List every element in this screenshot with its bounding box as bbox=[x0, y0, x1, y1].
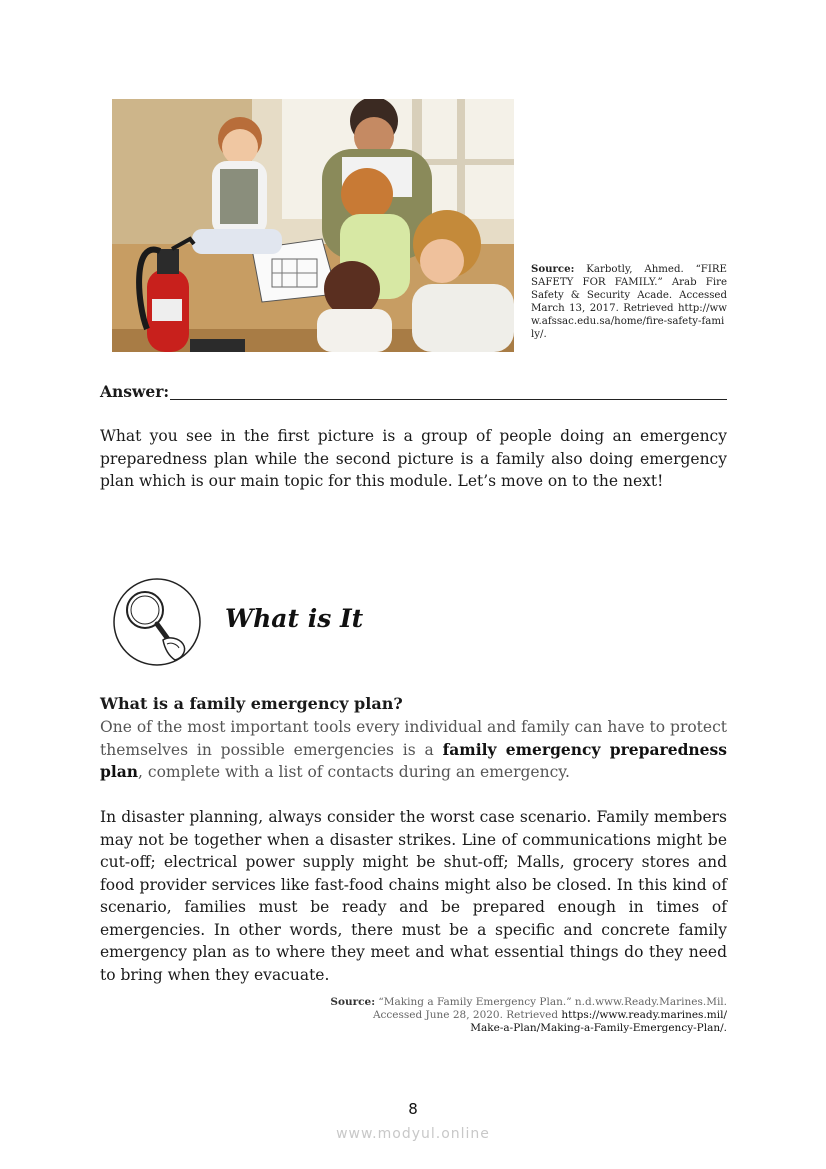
photo-source-citation bbox=[531, 263, 727, 341]
article-source-citation bbox=[300, 996, 727, 1035]
family-fire-safety-photo bbox=[112, 99, 514, 352]
answer-label: Answer: bbox=[100, 382, 170, 401]
section-title: What is It bbox=[225, 604, 364, 633]
question-heading: What is a family emergency plan? bbox=[100, 694, 403, 713]
definition-bold-term: family emergency preparedness plan bbox=[100, 739, 727, 781]
source2-text: “Making a Family Emergency Plan.” n.d.www.Ready.Marines.Mil. Accessed June 28, 2020. Retrieved bbox=[372, 996, 727, 1021]
source2-url-part2[interactable]: Make-a-Plan/Making-a-Family-Emergency-Plan/. bbox=[470, 1022, 727, 1034]
intro-paragraph: What you see in the first picture is a group of people doing an emergency preparedness plan while the second picture is a family also doing emergency plan which is our main topic for this module. Let’s move on to the next! bbox=[100, 427, 727, 490]
answer-field bbox=[100, 382, 727, 402]
disaster-planning-paragraph: In disaster planning, always consider the worst case scenario. Family members may not be together when a disaster strikes. Line of communications might be cut-off; electrical power supply might be shut-off; Malls, grocery stores and food provider services like fast-food chains might also be closed. In this kind of scenario, families must be ready and be prepared enough in times of emergencies. In other words, there must be a specific and concrete family emergency plan as to where they meet and what essential things do they need to bring when they evacuate. bbox=[100, 808, 727, 984]
source-url[interactable]: http://www.afssac.edu.sa/home/fire-safety-family/. bbox=[531, 303, 727, 340]
source-text: Karbotly, Ahmed. “FIRE SAFETY FOR FAMILY.” Arab Fire Safety & Security Acade. Accessed March 13, 2017. Retrieved bbox=[531, 264, 727, 314]
answer-blank-line[interactable] bbox=[170, 399, 727, 400]
source-label: Source: bbox=[531, 263, 575, 275]
magnifying-glass-icon bbox=[113, 578, 201, 666]
definition-text-start: One of the most important tools every individual and family can have to protect themselves in possible emergencies is a bbox=[100, 718, 727, 759]
page-number: 8 bbox=[408, 1100, 418, 1118]
watermark: www.modyul.online bbox=[336, 1126, 490, 1142]
source2-url-part1[interactable]: https://www.ready.marines.mil/ bbox=[561, 1009, 727, 1021]
definition-paragraph bbox=[100, 716, 727, 784]
source2-label: Source: bbox=[330, 996, 376, 1008]
definition-text-end: , complete with a list of contacts during an emergency. bbox=[138, 763, 570, 781]
